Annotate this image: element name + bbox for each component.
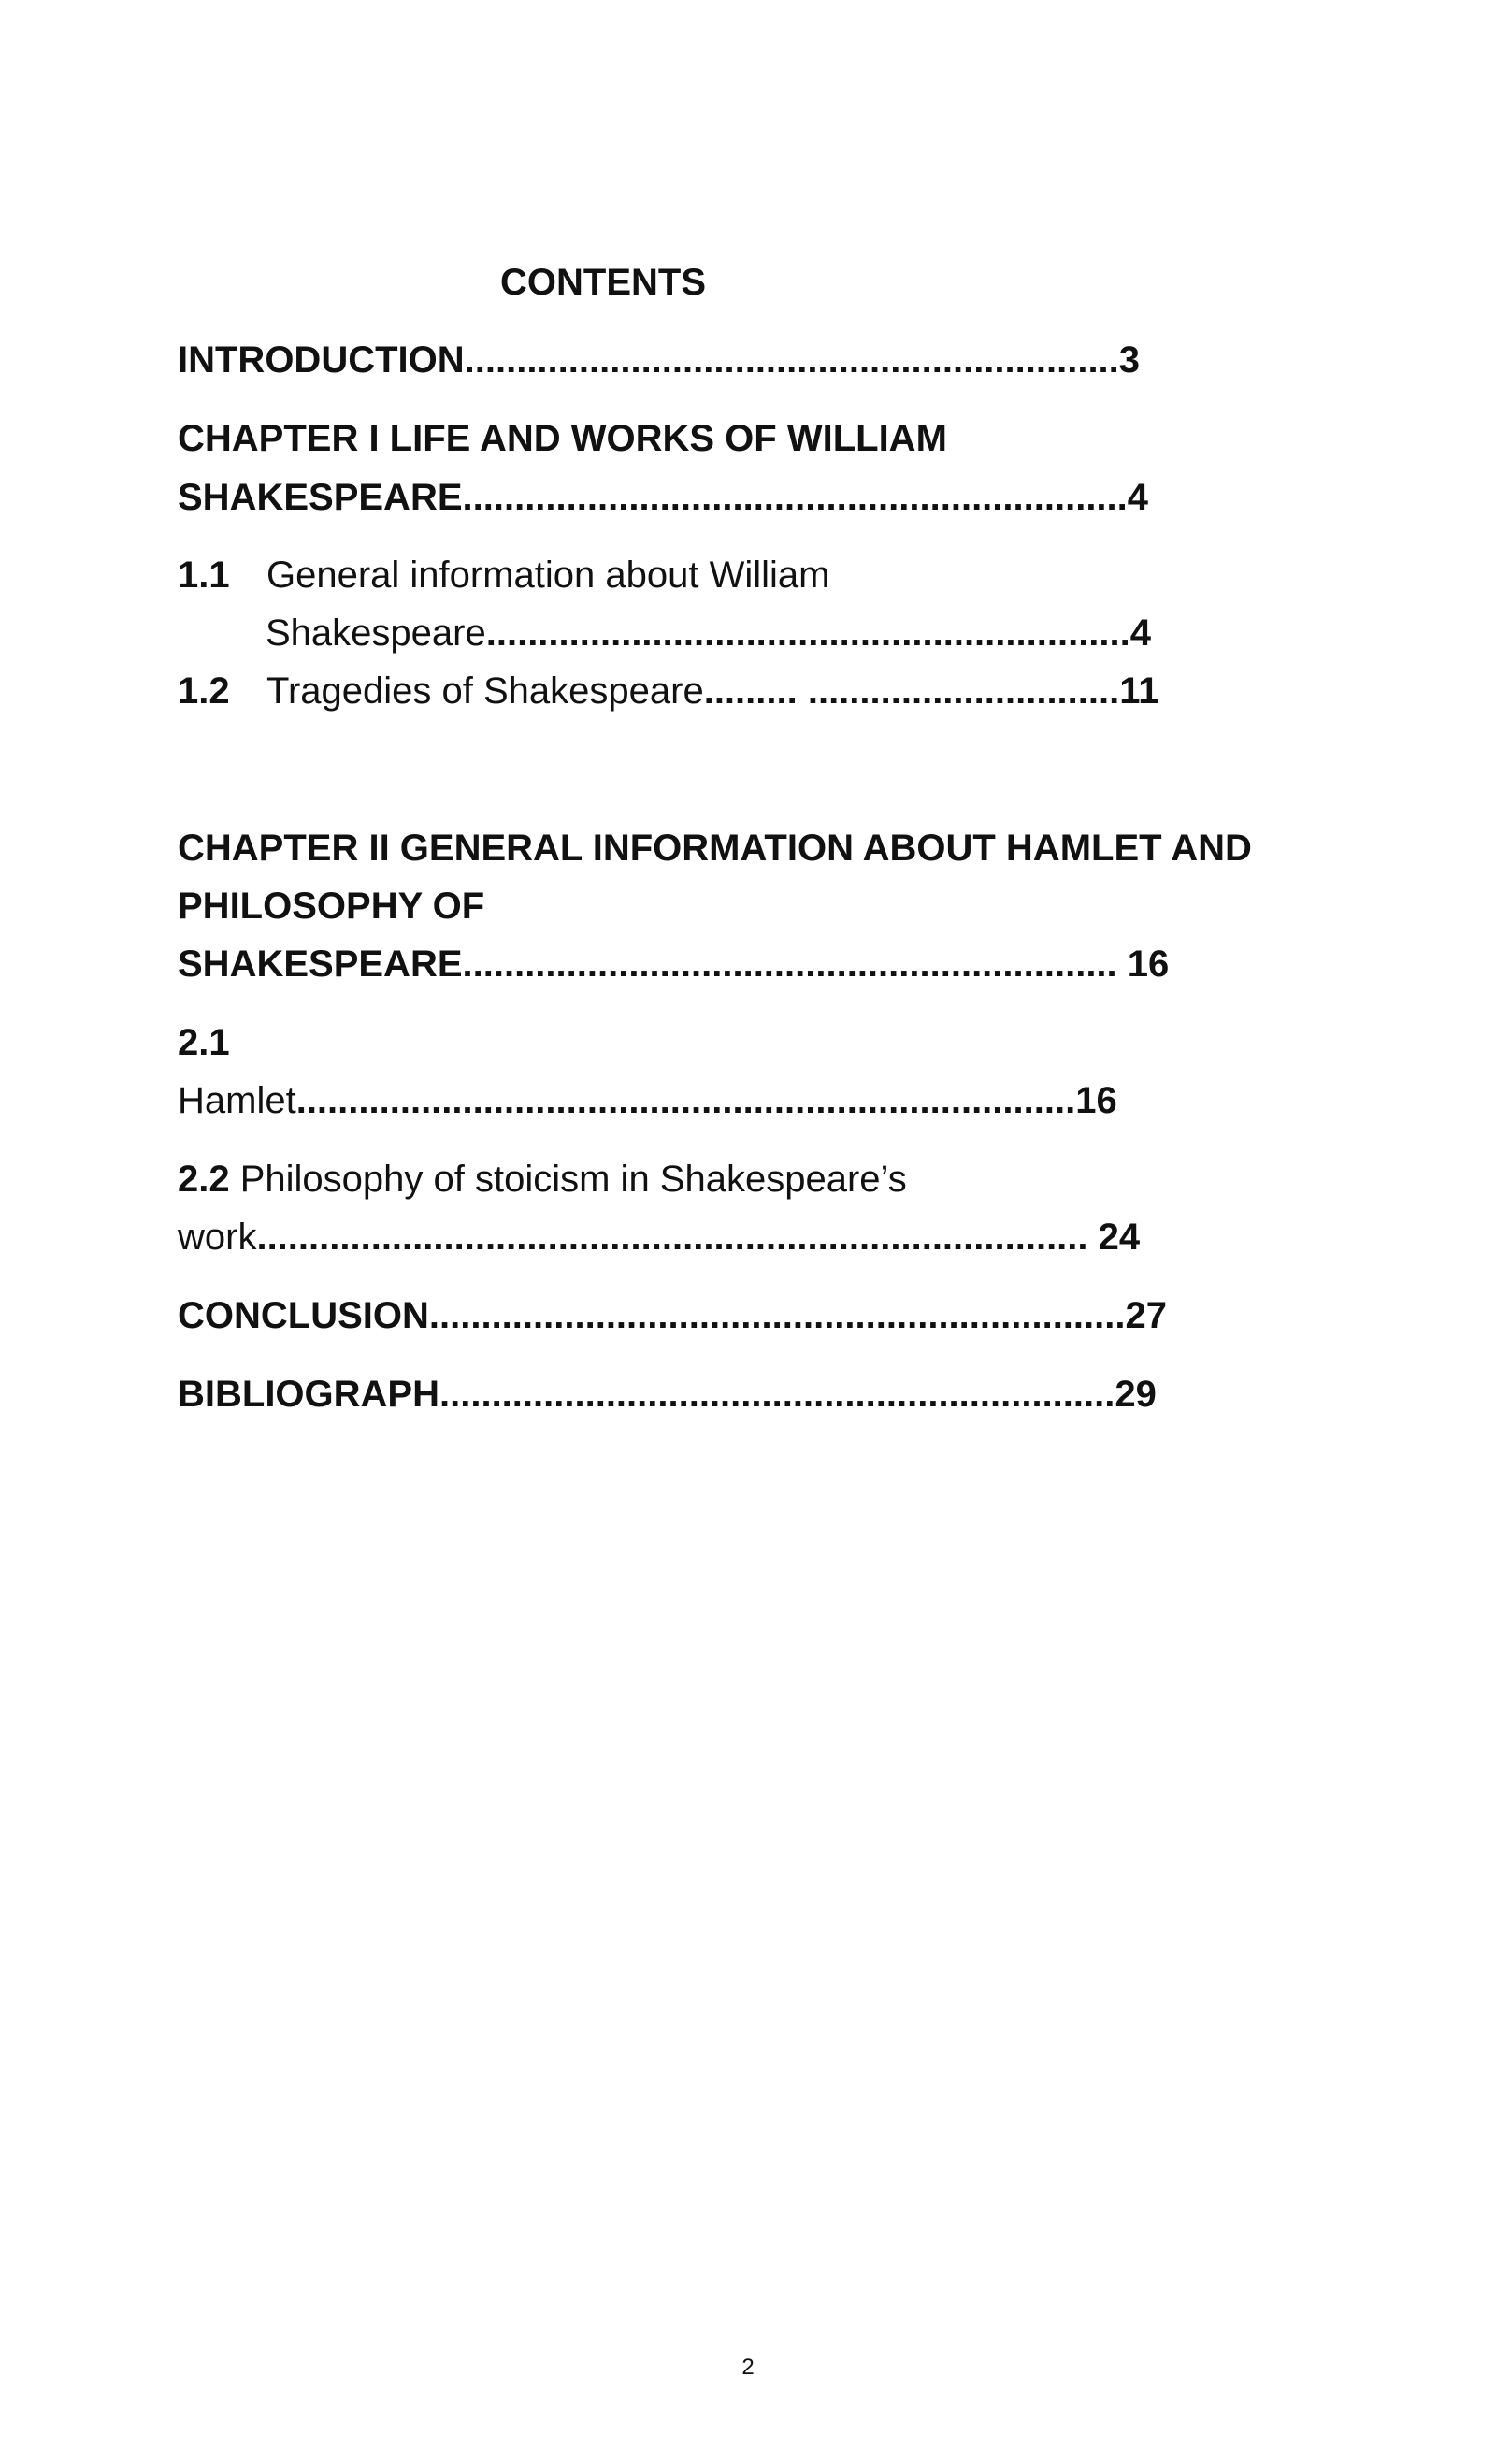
- toc-entry-label: SHAKESPEARE: [178, 944, 463, 985]
- toc-page-number: 4: [1127, 477, 1149, 518]
- toc-entry-label: CHAPTER I LIFE AND WORKS OF WILLIAM: [178, 418, 947, 459]
- toc-leader-dots: .................................................................: [439, 1374, 1115, 1415]
- toc-leader-dots: ................................................................................: [256, 1217, 1099, 1258]
- toc-section-number: 1.2: [178, 670, 230, 712]
- toc-entry-2-2-line2: [178, 1214, 1140, 1261]
- toc-page-number: 4: [1129, 612, 1152, 654]
- toc-entry-label: Shakespeare: [266, 612, 486, 654]
- toc-entry-label: Hamlet: [178, 1080, 296, 1121]
- toc-section-number: 2.1: [178, 1022, 230, 1063]
- toc-leader-dots: ......... ..............................: [703, 670, 1120, 712]
- toc-leader-dots: ...............................................................: [462, 944, 1128, 985]
- toc-entry-label: General information about William: [266, 555, 830, 596]
- toc-entry-label: Tragedies of Shakespeare: [266, 670, 704, 712]
- toc-leader-dots: ...........................................................................: [295, 1080, 1076, 1121]
- toc-entry-label: BIBLIOGRAPH: [178, 1374, 439, 1415]
- toc-entry-chapter2-line1: [178, 825, 1252, 872]
- toc-entry-bibliography: [178, 1371, 1157, 1418]
- toc-entry-label: Philosophy of stoicism in Shakespeare’s: [229, 1159, 907, 1200]
- toc-entry-2-1-number: [178, 1019, 230, 1066]
- toc-entry-2-1: [178, 1077, 1117, 1124]
- toc-entry-conclusion: [178, 1292, 1167, 1339]
- toc-entry-label: PHILOSOPHY OF: [178, 886, 485, 927]
- toc-entry-1-2: [178, 668, 1159, 714]
- toc-entry-1-1-line2: [266, 610, 1151, 656]
- toc-section-number: 1.1: [178, 555, 230, 596]
- toc-page-number: 11: [1119, 670, 1159, 712]
- toc-entry-label: CONCLUSION: [178, 1295, 429, 1336]
- toc-leader-dots: ...............................................................: [464, 339, 1119, 381]
- toc-entry-2-2-line1: [178, 1156, 907, 1203]
- toc-page-number: 24: [1098, 1217, 1141, 1258]
- toc-entry-chapter1-line1: [178, 415, 947, 462]
- toc-leader-dots: ................................................................: [462, 477, 1128, 518]
- toc-entry-label: INTRODUCTION: [178, 339, 465, 381]
- toc-entry-chapter2-line2: [178, 883, 484, 929]
- toc-page-number: 16: [1127, 944, 1170, 985]
- toc-entry-chapter2-line3: [178, 941, 1169, 987]
- toc-entry-1-1-line1: [178, 552, 829, 598]
- toc-entry-chapter1-line2: [178, 474, 1148, 521]
- toc-leader-dots: ..............................................................: [485, 612, 1130, 654]
- toc-page-number: 27: [1125, 1295, 1167, 1336]
- toc-page-number: 29: [1115, 1374, 1157, 1415]
- toc-leader-dots: ...................................................................: [428, 1295, 1126, 1336]
- toc-entry-label: work: [178, 1217, 257, 1258]
- toc-page-number: 3: [1118, 339, 1141, 381]
- toc-entry-label: SHAKESPEARE: [178, 477, 463, 518]
- toc-section-number: 2.2: [178, 1159, 230, 1200]
- toc-title: CONTENTS: [500, 262, 706, 303]
- toc-entry-introduction: [178, 337, 1140, 383]
- toc-page-number: 16: [1075, 1080, 1117, 1121]
- page-number: 2: [741, 2355, 755, 2380]
- toc-entry-label: CHAPTER II GENERAL INFORMATION ABOUT HAMLET AND: [178, 828, 1252, 869]
